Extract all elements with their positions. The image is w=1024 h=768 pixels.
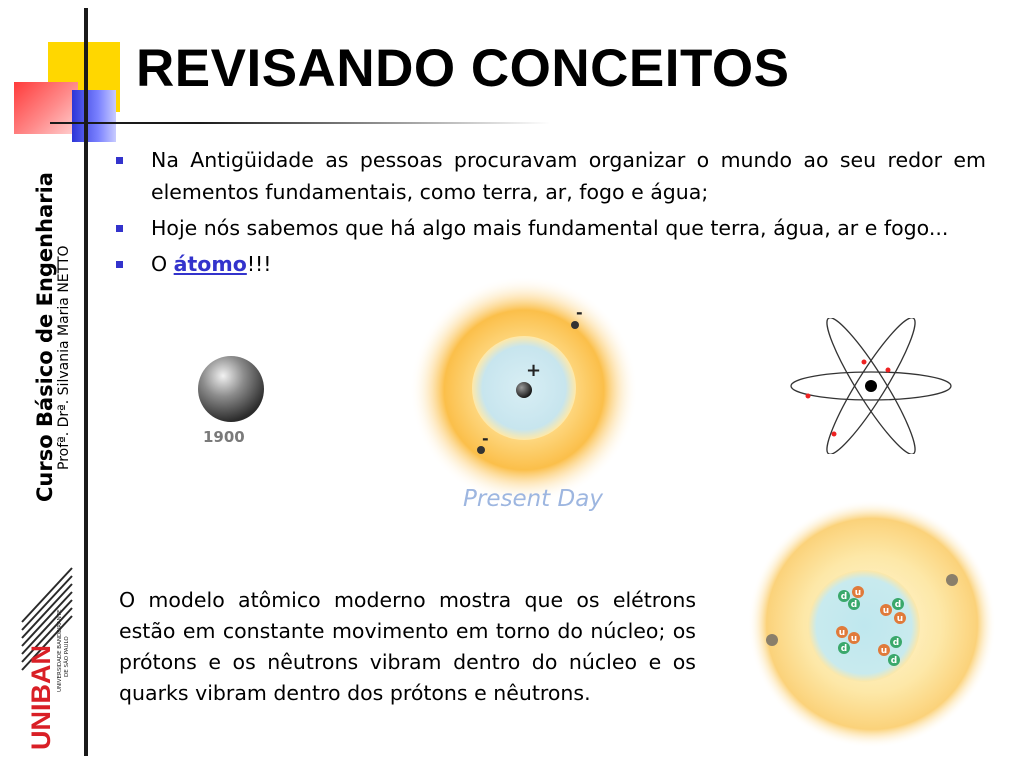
bullet-list — [114, 144, 986, 284]
present-day-atom-image — [408, 278, 640, 510]
bullet-item — [114, 248, 986, 280]
quark-atom-image — [744, 500, 1004, 750]
quark-u-label: u — [880, 646, 888, 656]
sidebar-professor-name: Profª. Drª. Silvania Maria NETTO — [56, 245, 72, 470]
decorative-red-square — [14, 82, 78, 134]
bullet-square-icon — [116, 225, 123, 232]
bullet-text: Na Antigüidade as pessoas procuravam organizar o mundo ao seu redor em elementos fundamentais, como terra, ar, fogo e água; — [151, 148, 986, 204]
quark-d-label: d — [840, 644, 848, 654]
bullet-prefix: O — [151, 252, 174, 276]
decorative-blue-square — [72, 90, 116, 142]
quark-u-label: u — [882, 606, 890, 616]
uniban-logo-subtitle-2: DE SÃO PAULO — [64, 636, 70, 677]
quark-u-label: u — [896, 614, 904, 624]
bullet-text: Hoje nós sabemos que há algo mais fundamental que terra, água, ar e fogo... — [151, 216, 949, 240]
bullet-suffix: !!! — [246, 252, 272, 276]
proton-plus-sign: + — [526, 360, 542, 381]
atomic-model-paragraph: O modelo atômico moderno mostra que os elétrons estão em constante movimento em torno do núcleo; os prótons e os nêutrons vibram dentro do núcleo e os quarks vibram dentro dos prótons e nêutrons. — [119, 588, 696, 705]
bullet-item — [114, 144, 986, 208]
orbital-atom-icon — [786, 318, 956, 454]
uniban-logo — [12, 562, 82, 754]
present-day-caption: Present Day — [463, 486, 603, 512]
electron-minus-sign: - — [576, 303, 583, 322]
atom-highlight-link[interactable]: átomo — [173, 252, 247, 276]
sphere-model-1900-image — [196, 354, 270, 426]
uniban-logo-subtitle-1: UNIVERSIDADE BANDEIRANTE — [57, 609, 63, 692]
quark-d-label: d — [890, 656, 898, 666]
quark-d-label: d — [840, 592, 848, 602]
uniban-logo-text: UNIBAN — [26, 645, 56, 750]
sidebar-course-name: Curso Básico de Engenharia — [33, 172, 57, 502]
electron-minus-sign: - — [482, 429, 489, 448]
quark-u-label: u — [850, 634, 858, 644]
bullet-item — [114, 212, 986, 244]
model-1900-caption: 1900 — [203, 428, 245, 446]
bullet-square-icon — [116, 261, 123, 268]
slide-title: REVISANDO CONCEITOS — [136, 39, 790, 98]
quark-d-label: d — [850, 600, 858, 610]
quark-d-label: d — [892, 638, 900, 648]
quark-u-label: u — [838, 628, 846, 638]
bullet-square-icon — [116, 157, 123, 164]
vertical-divider — [84, 8, 88, 756]
quark-d-label: d — [894, 600, 902, 610]
horizontal-divider — [50, 122, 550, 124]
quark-u-label: u — [854, 588, 862, 598]
